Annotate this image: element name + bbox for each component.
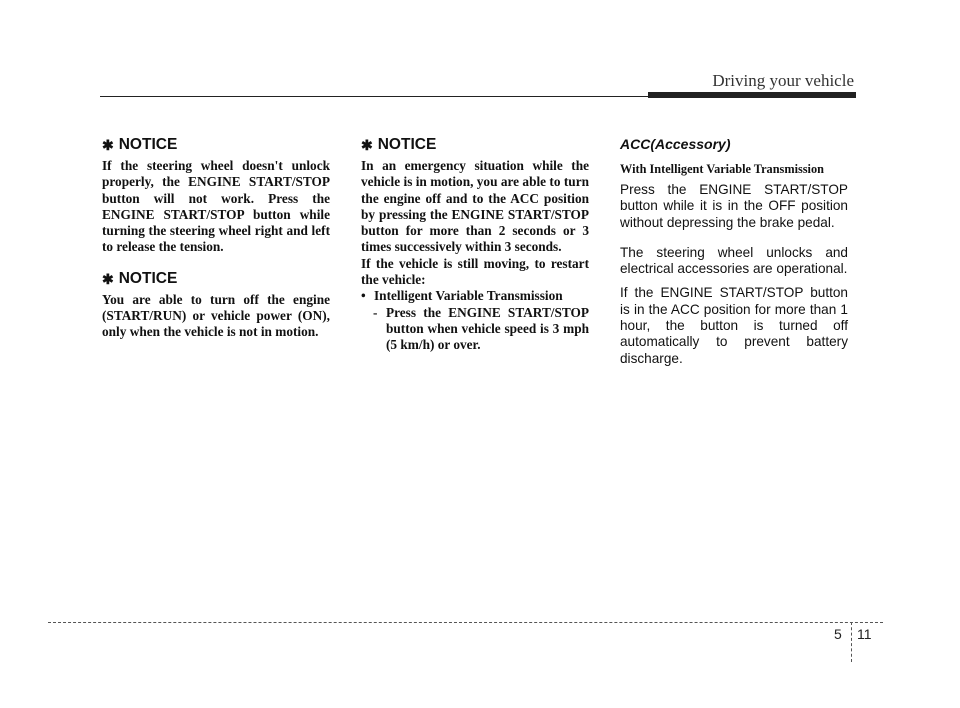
body-paragraph: If the ENGINE START/STOP button is in the ACC position for more than 1 hour, the button is turned off automatically to prevent battery discharge. (620, 285, 848, 366)
notice-heading-label: NOTICE (377, 136, 437, 153)
notice-text: You are able to turn off the engine (START/RUN) or vehicle power (ON), only when the vehicle is not in motion. (102, 291, 330, 340)
header-rule (100, 96, 650, 97)
page-header-title: Driving your vehicle (712, 71, 854, 90)
bullet-mark: • (361, 288, 366, 304)
bullet-text: Intelligent Variable Transmission (374, 288, 563, 304)
notice-heading (102, 270, 330, 288)
column-3 (620, 136, 848, 381)
sub-item (361, 305, 589, 354)
column-1 (102, 136, 330, 341)
dash-mark: - (373, 304, 378, 320)
body-paragraph: Press the ENGINE START/STOP button while it is in the OFF position without depressing the brake pedal. (620, 182, 848, 230)
page-number-divider (851, 622, 852, 662)
bullet-item (361, 288, 589, 304)
asterisk-icon: ✱ (102, 137, 114, 153)
header-rule-accent (648, 92, 856, 98)
section-number: 5 (834, 626, 842, 642)
body-paragraph: The steering wheel unlocks and electrical accessories are operational. (620, 244, 848, 277)
notice-heading (102, 136, 330, 154)
notice-heading-label: NOTICE (118, 136, 178, 153)
notice-text: If the steering wheel doesn't unlock properly, the ENGINE START/STOP button will not work. Press the ENGINE START/STOP button while turning the steering wheel right and left to release the tension. (102, 158, 330, 255)
asterisk-icon: ✱ (102, 270, 114, 287)
page-number: 11 (857, 626, 872, 642)
column-2 (361, 136, 589, 354)
notice-text: In an emergency situation while the vehicle is in motion, you are able to turn the engine off and to the ACC position by pressing the ENGINE START/STOP button for more than 2 seconds or 3 times successively within 3 seconds. (361, 158, 589, 255)
sub-item-text: Press the ENGINE START/STOP button when vehicle speed is 3 mph (5 km/h) or over. (386, 304, 589, 353)
notice-text-restart: If the vehicle is still moving, to restart the vehicle: (361, 255, 589, 288)
notice-heading (361, 136, 589, 154)
section-subheading: With Intelligent Variable Transmission (620, 162, 824, 176)
notice-heading-label: NOTICE (118, 269, 178, 287)
footer-rule (48, 622, 883, 623)
section-heading: ACC(Accessory) (620, 136, 731, 152)
asterisk-icon: ✱ (361, 137, 373, 153)
bullet-list (361, 288, 589, 353)
